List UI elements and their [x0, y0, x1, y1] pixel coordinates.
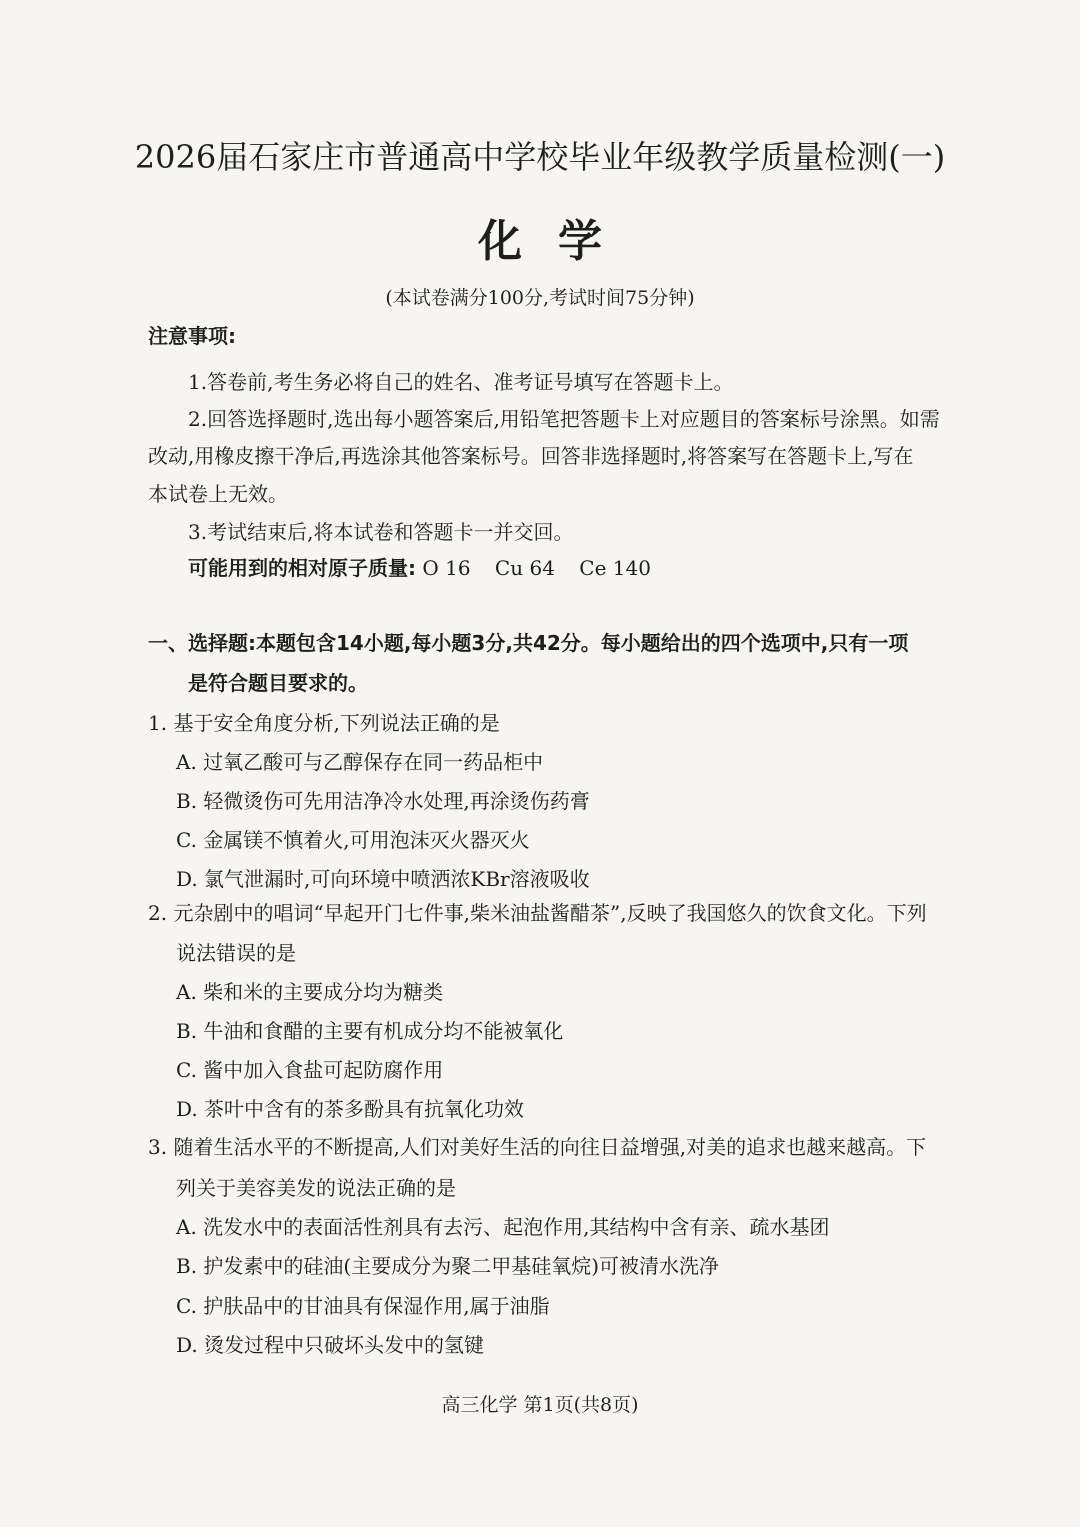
notice-item-2-line-1: 2.回答选择题时,选出每小题答案后,用铅笔把答题卡上对应题目的答案标号涂黑。如需 [188, 407, 940, 431]
q1-option-b: B. 轻微烫伤可先用洁净冷水处理,再涂烫伤药膏 [176, 789, 590, 813]
q3-option-d: D. 烫发过程中只破坏头发中的氢键 [176, 1333, 485, 1357]
atomic-mass-line [188, 552, 651, 581]
q2-option-a: A. 柴和米的主要成分均为糖类 [176, 980, 444, 1004]
notice-item-3: 3.考试结束后,将本试卷和答题卡一并交回。 [188, 520, 574, 544]
notice-item-2-line-3: 本试卷上无效。 [148, 482, 288, 506]
section-1-heading-line-2: 是符合题目要求的。 [188, 671, 368, 695]
q2-stem-line-1: 2. 元杂剧中的唱词“早起开门七件事,柴米油盐酱醋茶”,反映了我国悠久的饮食文化。下列 [148, 901, 927, 925]
q3-option-c: C. 护肤品中的甘油具有保湿作用,属于油脂 [176, 1294, 550, 1318]
q1-option-d: D. 氯气泄漏时,可向环境中喷洒浓KBr溶液吸收 [176, 867, 590, 891]
notice-item-2-line-2: 改动,用橡皮擦干净后,再选涂其他答案标号。回答非选择题时,将答案写在答题卡上,写在 [148, 444, 914, 468]
q1-option-c: C. 金属镁不慎着火,可用泡沫灭火器灭火 [176, 828, 530, 852]
section-1-heading-line-1: 一、选择题:本题包含14小题,每小题3分,共42分。每小题给出的四个选项中,只有一项 [148, 631, 909, 655]
exam-title: 2026届石家庄市普通高中学校毕业年级教学质量检测(一) [134, 138, 946, 176]
atomic-mass-cu: Cu 64 [494, 556, 555, 580]
q1-option-a: A. 过氧乙酸可与乙醇保存在同一药品柜中 [176, 750, 544, 774]
q2-option-c: C. 酱中加入食盐可起防腐作用 [176, 1058, 444, 1082]
notice-item-1: 1.答卷前,考生务必将自己的姓名、准考证号填写在答题卡上。 [188, 370, 734, 394]
q2-option-b: B. 牛油和食醋的主要有机成分均不能被氧化 [176, 1019, 564, 1043]
page-footer: 高三化学 第1页(共8页) [441, 1394, 639, 1416]
q2-stem-line-2: 说法错误的是 [176, 941, 296, 965]
q1-stem: 1. 基于安全角度分析,下列说法正确的是 [148, 711, 500, 735]
atomic-mass-label: 可能用到的相对原子质量: [188, 556, 416, 580]
atomic-mass-o: O 16 [422, 556, 471, 580]
subject-title: 化学 [478, 216, 638, 267]
exam-meta: (本试卷满分100分,考试时间75分钟) [385, 287, 695, 309]
q3-stem-line-1: 3. 随着生活水平的不断提高,人们对美好生活的向往日益增强,对美的追求也越来越高。下 [148, 1135, 927, 1159]
notice-heading: 注意事项: [148, 324, 236, 348]
q3-stem-line-2: 列关于美容美发的说法正确的是 [176, 1176, 456, 1200]
q3-option-a: A. 洗发水中的表面活性剂具有去污、起泡作用,其结构中含有亲、疏水基团 [176, 1215, 830, 1239]
atomic-mass-ce: Ce 140 [579, 556, 651, 580]
q2-option-d: D. 茶叶中含有的茶多酚具有抗氧化功效 [176, 1097, 525, 1121]
q3-option-b: B. 护发素中的硅油(主要成分为聚二甲基硅氧烷)可被清水洗净 [176, 1254, 720, 1278]
